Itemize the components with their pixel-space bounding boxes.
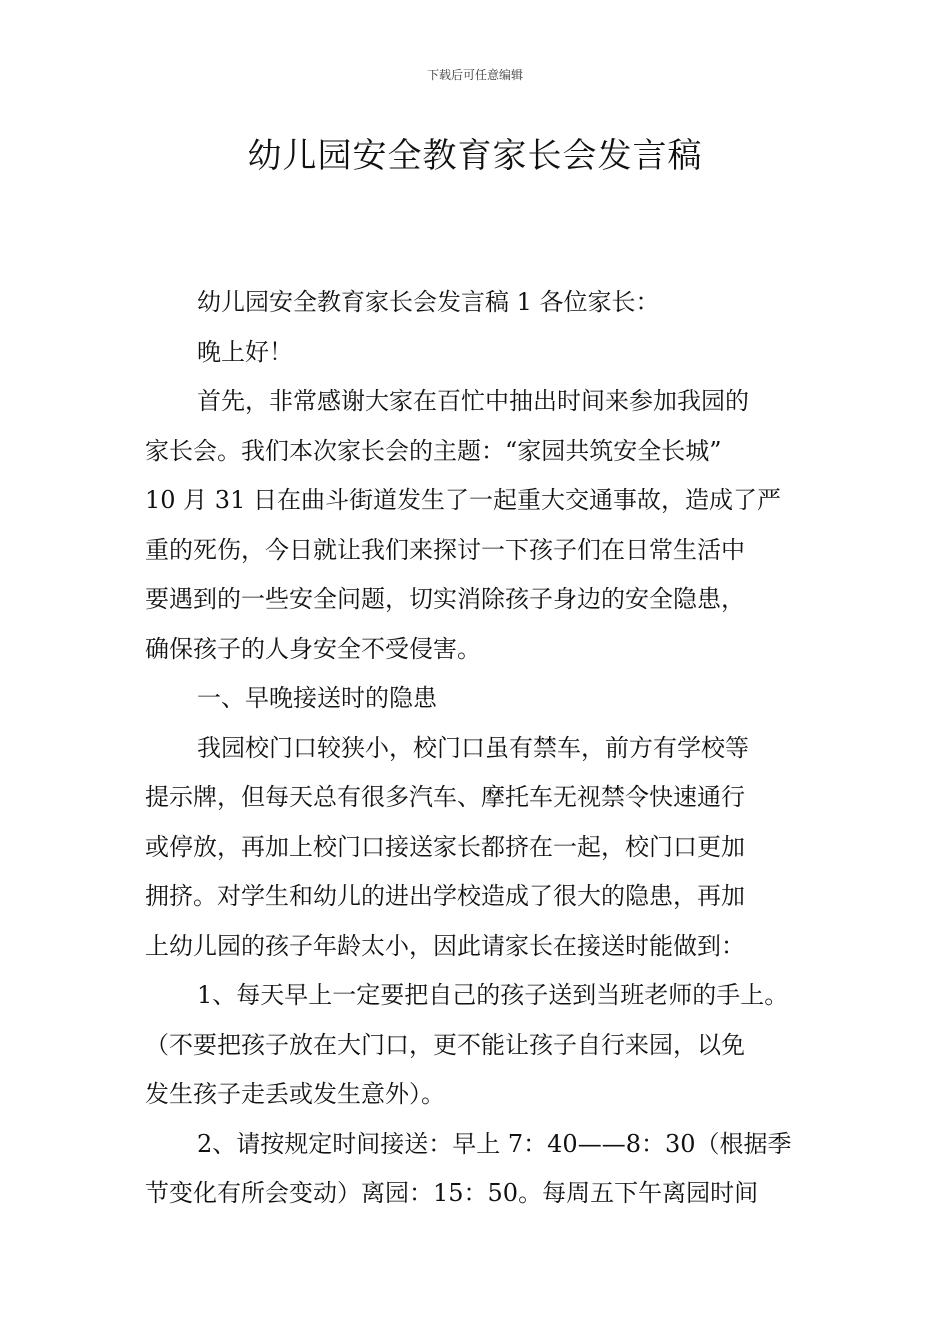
body-line: 晚上好！: [197, 337, 293, 366]
body-line: 10 月 31 日在曲斗街道发生了一起重大交通事故，造成了严: [145, 486, 781, 514]
body-line: 节变化有所会变动）离园：15：50。每周五下午离园时间: [145, 1179, 759, 1207]
list-item: 2、请按规定时间接送：早上 7：40——8：30（根据季: [197, 1129, 792, 1158]
document-body: [145, 278, 815, 1219]
list-item: 1、每天早上一定要把自己的孩子送到当班老师的手上。: [197, 981, 789, 1009]
header-note: 下载后可任意编辑: [426, 68, 523, 82]
body-line: 幼儿园安全教育家长会发言稿 1 各位家长：: [197, 288, 660, 316]
body-line: 或停放，再加上校门口接送家长都挤在一起，校门口更加: [145, 832, 745, 861]
body-line: 拥挤。对学生和幼儿的进出学校造成了很大的隐患，再加: [145, 882, 745, 910]
body-line: 上幼儿园的孩子年龄太小，因此请家长在接送时能做到：: [145, 931, 745, 960]
body-line: 发生孩子走丢或发生意外）。: [145, 1080, 445, 1108]
document-title: 幼儿园安全教育家长会发言稿: [247, 136, 703, 176]
body-line: 家长会。我们本次家长会的主题：“家园共筑安全长城”: [145, 436, 722, 465]
body-line: （不要把孩子放在大门口，更不能让孩子自行来园，以免: [145, 1030, 745, 1059]
body-line: 我园校门口较狭小，校门口虽有禁车，前方有学校等: [197, 733, 749, 762]
section-heading: 一、早晚接送时的隐患: [197, 684, 437, 712]
body-line: 确保孩子的人身安全不受侵害。: [145, 634, 481, 663]
body-line: 提示牌，但每天总有很多汽车、摩托车无视禁令快速通行: [145, 783, 745, 811]
body-line: 要遇到的一些安全问题，切实消除孩子身边的安全隐患，: [145, 585, 745, 613]
body-line: 首先，非常感谢大家在百忙中抽出时间来参加我园的: [197, 387, 749, 415]
body-line: 重的死伤，今日就让我们来探讨一下孩子们在日常生活中: [145, 535, 745, 564]
